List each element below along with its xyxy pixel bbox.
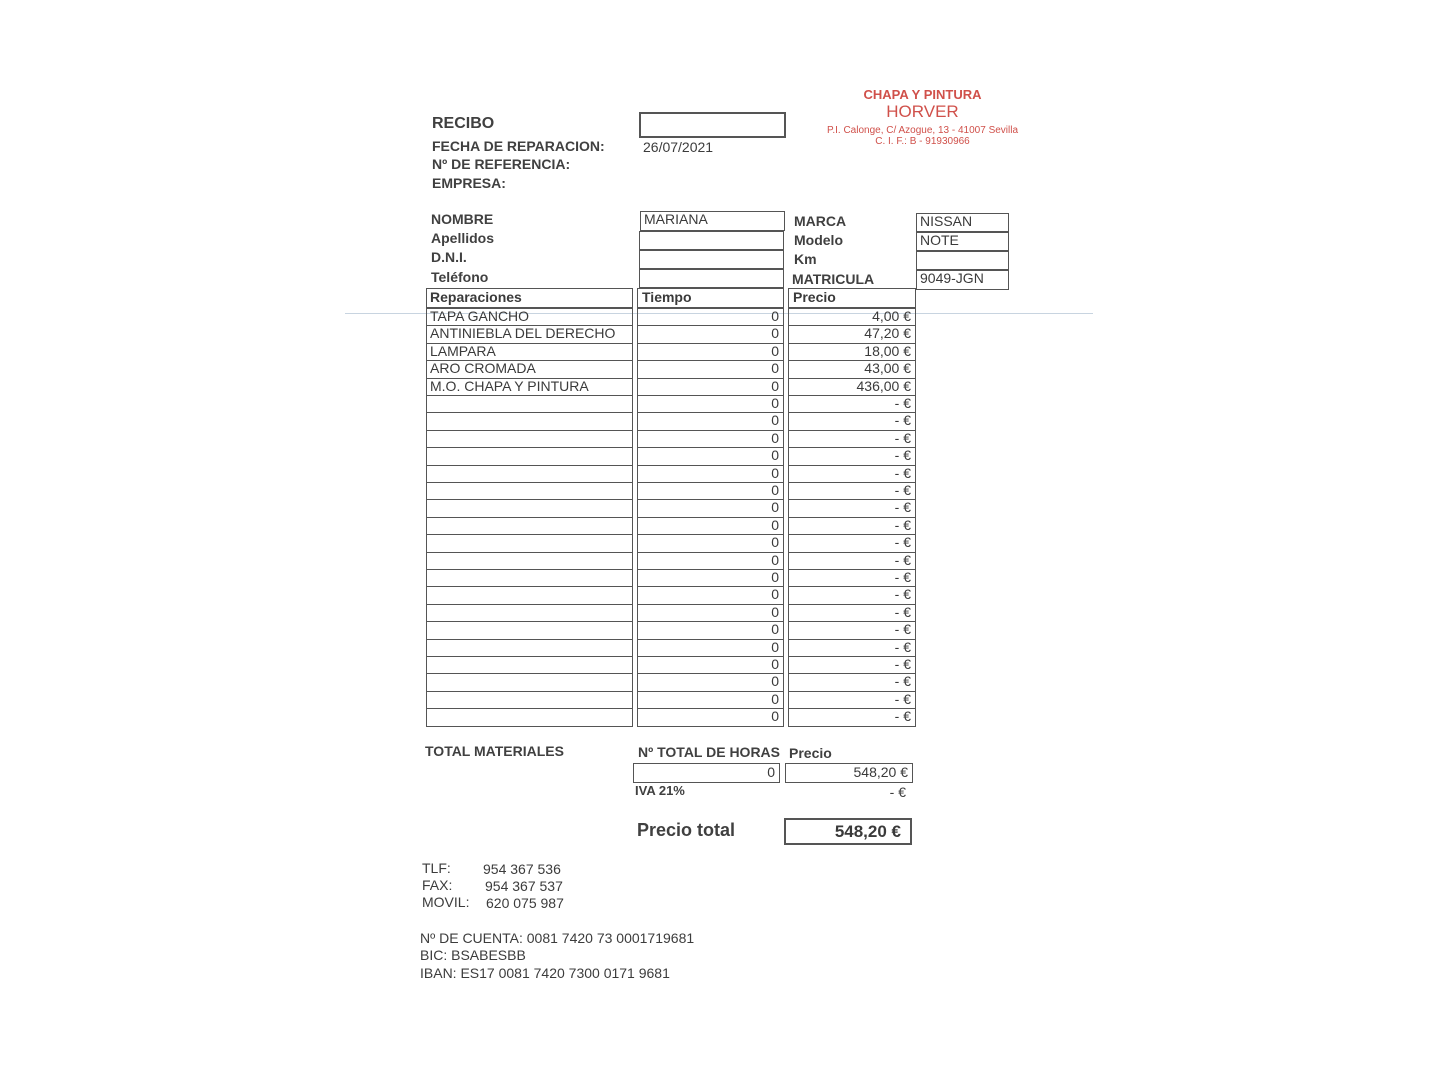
reparacion-cell [426, 447, 633, 465]
precio-cell: - € [788, 708, 916, 726]
tiempo-cell: 0 [637, 360, 784, 378]
tiempo-cell: 0 [637, 691, 784, 709]
reparacion-cell: ARO CROMADA [426, 360, 633, 378]
total-precio-label: Precio [789, 745, 832, 761]
matricula-field: 9049-JGN [916, 270, 1009, 290]
dni-label: D.N.I. [431, 249, 467, 265]
reparacion-cell: M.O. CHAPA Y PINTURA [426, 378, 633, 396]
stamp-line2: HORVER [886, 102, 959, 121]
precio-cell: - € [788, 656, 916, 674]
reparacion-cell [426, 621, 633, 639]
reparacion-cell [426, 465, 633, 483]
reparacion-cell [426, 430, 633, 448]
reparacion-cell [426, 499, 633, 517]
reparacion-cell [426, 604, 633, 622]
reparacion-cell [426, 673, 633, 691]
iban-text: IBAN: ES17 0081 7420 7300 0171 9681 [420, 965, 670, 981]
tiempo-cell: 0 [637, 534, 784, 552]
reference-box [639, 112, 786, 138]
precio-cell: 43,00 € [788, 360, 916, 378]
km-field [916, 251, 1009, 270]
reparacion-cell: ANTINIEBLA DEL DERECHO [426, 325, 633, 343]
receipt-title: RECIBO [432, 115, 495, 132]
reparacion-cell [426, 482, 633, 500]
reparacion-cell [426, 708, 633, 726]
modelo-field: NOTE [916, 232, 1009, 251]
company-stamp [810, 87, 1035, 147]
tiempo-cell: 0 [637, 412, 784, 430]
modelo-label: Modelo [794, 232, 843, 248]
tiempo-cell: 0 [637, 569, 784, 587]
total-horas-label: Nº TOTAL DE HORAS [638, 744, 781, 760]
tiempo-cell: 0 [637, 673, 784, 691]
precio-cell: - € [788, 673, 916, 691]
tiempo-cell: 0 [637, 621, 784, 639]
nombre-label: NOMBRE [431, 211, 494, 227]
cuenta-text: Nº DE CUENTA: 0081 7420 73 0001719681 [420, 930, 695, 946]
apellidos-field [639, 231, 784, 250]
stamp-cif: C. I. F.: B - 91930966 [875, 136, 970, 147]
tlf-value: 954 367 536 [483, 861, 561, 877]
tiempo-cell: 0 [637, 499, 784, 517]
tiempo-cell: 0 [637, 325, 784, 343]
tiempo-cell: 0 [637, 343, 784, 361]
tiempo-cell: 0 [637, 517, 784, 535]
tiempo-cell: 0 [637, 639, 784, 657]
tiempo-cell: 0 [637, 552, 784, 570]
precio-cell: - € [788, 639, 916, 657]
reparacion-cell [426, 656, 633, 674]
precio-cell: - € [788, 534, 916, 552]
precio-cell: 47,20 € [788, 325, 916, 343]
fecha-label: FECHA DE REPARACION: [432, 138, 605, 154]
precio-cell: - € [788, 691, 916, 709]
precio-cell: - € [788, 499, 916, 517]
precio-cell: - € [788, 569, 916, 587]
total-materiales-label: TOTAL MATERIALES [425, 743, 564, 759]
precio-cell: 436,00 € [788, 378, 916, 396]
reparacion-cell [426, 552, 633, 570]
nombre-field: MARIANA [640, 211, 785, 231]
reparacion-cell [426, 639, 633, 657]
precio-cell: - € [788, 517, 916, 535]
iva-value: - € [889, 784, 906, 800]
fax-value: 954 367 537 [485, 878, 563, 894]
telefono-label: Teléfono [431, 269, 489, 285]
fecha-value: 26/07/2021 [643, 139, 714, 155]
referencia-label: Nº DE REFERENCIA: [432, 156, 571, 172]
tiempo-cell: 0 [637, 395, 784, 413]
header-reparaciones: Reparaciones [426, 288, 633, 308]
dni-field [639, 250, 784, 269]
apellidos-label: Apellidos [431, 230, 495, 246]
iva-label: IVA 21% [635, 783, 685, 798]
tiempo-cell: 0 [637, 586, 784, 604]
empresa-label: EMPRESA: [432, 175, 506, 191]
tlf-label: TLF: [422, 860, 451, 876]
precio-total-value: 548,20 € [784, 818, 912, 845]
tiempo-cell: 0 [637, 378, 784, 396]
fax-label: FAX: [422, 877, 453, 893]
precio-cell: - € [788, 621, 916, 639]
reparacion-cell [426, 534, 633, 552]
reparacion-cell [426, 395, 633, 413]
subtotal-value: 548,20 € [785, 763, 913, 783]
tiempo-cell: 0 [637, 465, 784, 483]
reparacion-cell: LAMPARA [426, 343, 633, 361]
marca-field: NISSAN [916, 213, 1009, 232]
precio-cell: - € [788, 465, 916, 483]
matricula-label: MATRICULA [792, 271, 875, 287]
precio-cell: 18,00 € [788, 343, 916, 361]
precio-cell: - € [788, 552, 916, 570]
precio-cell: - € [788, 482, 916, 500]
precio-cell: - € [788, 604, 916, 622]
reparacion-cell [426, 691, 633, 709]
movil-label: MOVIL: [422, 894, 470, 910]
header-precio: Precio [788, 288, 916, 308]
stamp-address: P.I. Calonge, C/ Azogue, 13 - 41007 Sevilla [826, 125, 1019, 136]
marca-label: MARCA [794, 213, 847, 229]
tiempo-cell: 0 [637, 604, 784, 622]
precio-cell: - € [788, 412, 916, 430]
bic-text: BIC: BSABESBB [420, 947, 526, 963]
tiempo-cell: 0 [637, 308, 784, 326]
tiempo-cell: 0 [637, 482, 784, 500]
stamp-line1: CHAPA Y PINTURA [863, 87, 982, 102]
tiempo-cell: 0 [637, 708, 784, 726]
telefono-field [639, 269, 784, 288]
precio-cell: - € [788, 430, 916, 448]
precio-cell: - € [788, 586, 916, 604]
precio-cell: - € [788, 395, 916, 413]
reparacion-cell [426, 569, 633, 587]
precio-total-label: Precio total [637, 820, 736, 840]
tiempo-cell: 0 [637, 656, 784, 674]
precio-cell: - € [788, 447, 916, 465]
movil-value: 620 075 987 [486, 895, 564, 911]
km-label: Km [794, 251, 817, 267]
reparacion-cell [426, 412, 633, 430]
precio-cell: 4,00 € [788, 308, 916, 326]
total-horas-value: 0 [633, 763, 780, 783]
tiempo-cell: 0 [637, 430, 784, 448]
reparacion-cell [426, 517, 633, 535]
tiempo-cell: 0 [637, 447, 784, 465]
reparacion-cell: TAPA GANCHO [426, 308, 633, 326]
reparacion-cell [426, 586, 633, 604]
header-tiempo: Tiempo [637, 288, 784, 308]
